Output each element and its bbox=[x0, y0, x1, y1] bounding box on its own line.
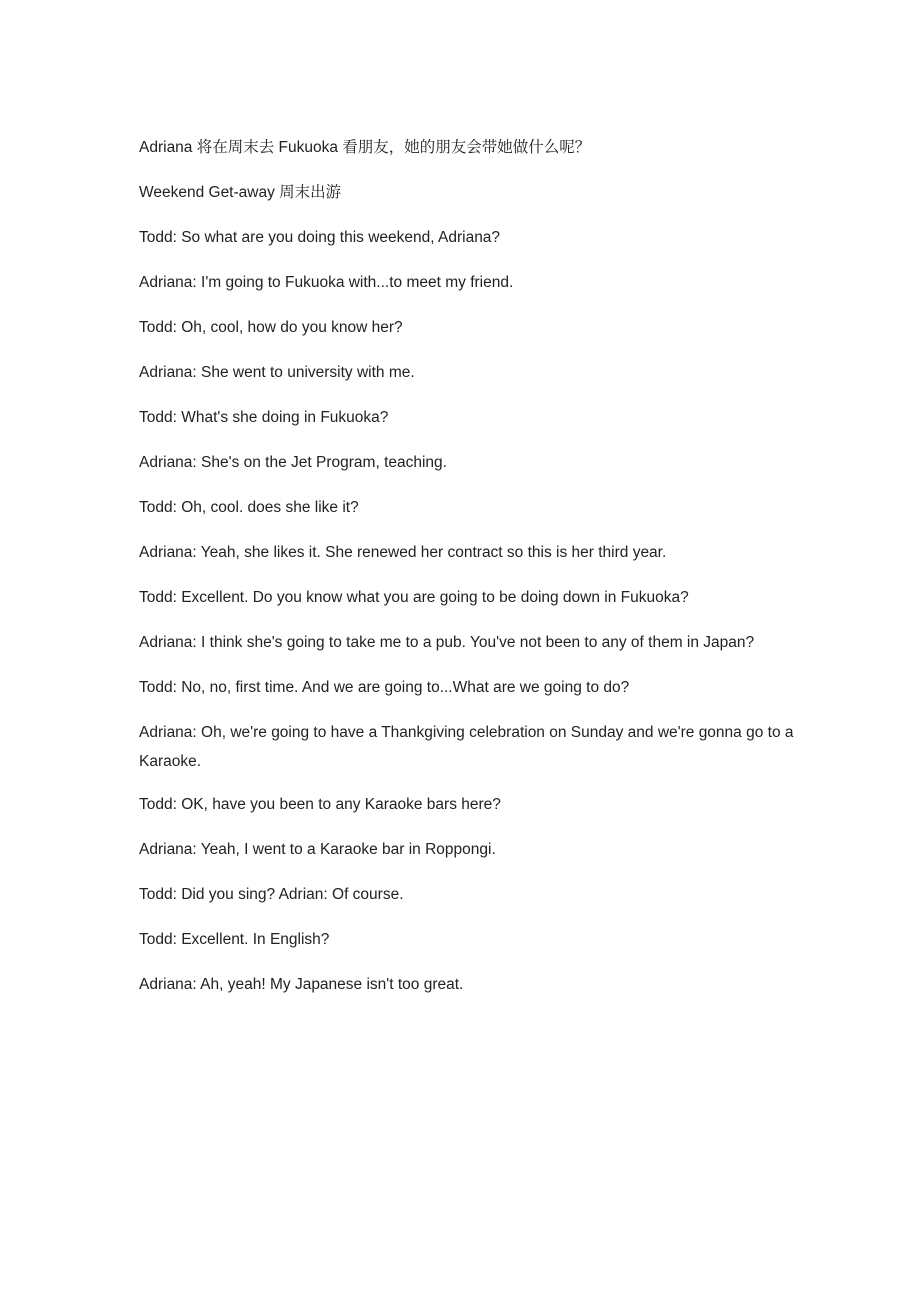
dialogue-line: Adriana: Yeah, I went to a Karaoke bar in Roppongi. bbox=[139, 841, 496, 858]
intro-line: Adriana 将在周末去 Fukuoka 看朋友，她的朋友会带她做什么呢？ bbox=[139, 139, 591, 156]
dialogue-line: Todd: What's she doing in Fukuoka? bbox=[139, 409, 389, 426]
dialogue-line: Adriana: She went to university with me. bbox=[139, 364, 415, 381]
dialogue-line: Todd: No, no, first time. And we are going to...What are we going to do? bbox=[139, 679, 630, 696]
dialogue-line: Adriana: She's on the Jet Program, teaching. bbox=[139, 454, 447, 471]
dialogue-line: Todd: So what are you doing this weekend, Adriana? bbox=[139, 229, 501, 246]
dialogue-line: Todd: OK, have you been to any Karaoke bars here? bbox=[139, 796, 501, 813]
dialogue-line: Todd: Did you sing? Adrian: Of course. bbox=[139, 886, 404, 903]
document-page bbox=[139, 135, 799, 1017]
dialogue-line: Adriana: Oh, we're going to have a Thankgiving celebration on Sunday and we're gonna go to a Karaoke. bbox=[139, 724, 794, 770]
dialogue-line: Adriana: Yeah, she likes it. She renewed her contract so this is her third year. bbox=[139, 544, 667, 561]
dialogue-line: Todd: Oh, cool. does she like it? bbox=[139, 499, 359, 516]
dialogue-line: Adriana: Ah, yeah! My Japanese isn't too great. bbox=[139, 976, 464, 993]
dialogue-line: Todd: Excellent. In English? bbox=[139, 931, 330, 948]
dialogue-line: Todd: Oh, cool, how do you know her? bbox=[139, 319, 403, 336]
dialogue-line: Todd: Excellent. Do you know what you are going to be doing down in Fukuoka? bbox=[139, 589, 689, 606]
dialogue-line: Adriana: I think she's going to take me to a pub. You've not been to any of them in Japan? bbox=[139, 634, 755, 651]
dialogue-line: Adriana: I'm going to Fukuoka with...to meet my friend. bbox=[139, 274, 514, 291]
dialogue-title: Weekend Get-away 周末出游 bbox=[139, 184, 342, 201]
